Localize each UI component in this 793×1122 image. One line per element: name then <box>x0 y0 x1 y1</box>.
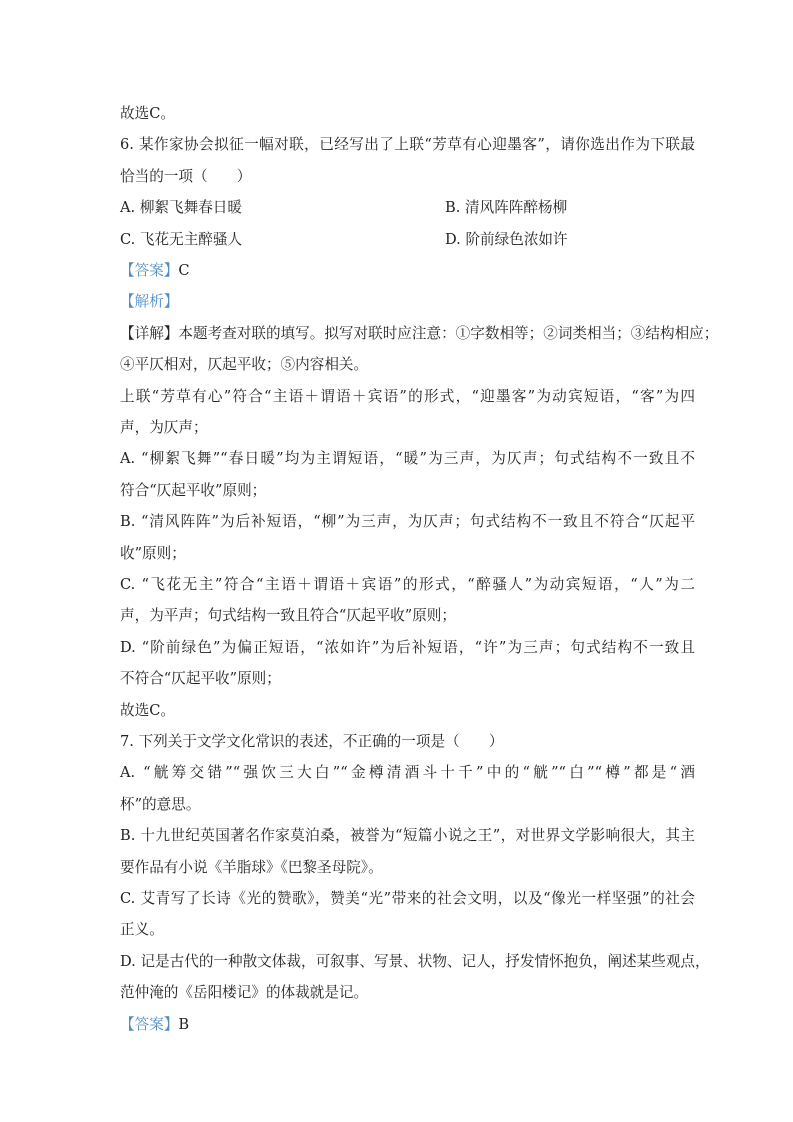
text-line: A. “觥筹交错”“强饮三大白”“金樽清酒斗十千”中的“觥”“白”“樽”都是“酒 <box>120 764 695 782</box>
text-line: D. “阶前绿色”为偏正短语，“浓如许”为后补短语，“许”为三声；句式结构不一致且 <box>120 638 695 656</box>
section-label: 【答案】 <box>120 262 179 279</box>
text-line: 范仲淹的《岳阳楼记》的体裁就是记。 <box>120 984 369 1002</box>
text-line: B. “清风阵阵”为后补短语，“柳”为三声，为仄声；句式结构不一致且不符合“仄起平 <box>120 513 695 531</box>
text-line: C. “飞花无主”符合“主语＋谓语＋宾语”的形式，“醉骚人”为动宾短语，“人”为二 <box>120 576 695 593</box>
text-line: 声，为仄声； <box>120 419 208 436</box>
option-row <box>120 230 695 250</box>
section-label: 【解析】 <box>120 293 179 311</box>
text-line: D. 记是古代的一种散文体裁，可叙事、写景、状物、记人，抒发情怀抱负，阐述某些观点， <box>120 952 710 970</box>
text-line: 符合“仄起平收”原则； <box>120 481 267 499</box>
text-line: 7. 下列关于文学文化常识的表述，不正确的一项是（ ） <box>120 733 504 750</box>
text-line: 正义。 <box>120 921 164 939</box>
text-line: 不符合“仄起平收”原则； <box>120 670 281 688</box>
answer-value: C <box>178 262 190 279</box>
text-line: 声，为平声；句式结构一致且符合“仄起平收”原则； <box>120 607 456 625</box>
section-label: 【答案】 <box>120 1015 179 1033</box>
text-line: C. 艾青写了长诗《光的赞歌》，赞美“光”带来的社会文明，以及“像光一样坚强”的社会 <box>120 890 695 907</box>
text-line: 【详解】本题考查对联的填写。拟写对联时应注意：①字数相等；②词类相当；③结构相应； <box>120 324 719 342</box>
text-line: 杯”的意思。 <box>120 795 201 813</box>
text-line: 6. 某作家协会拟征一幅对联，已经写出了上联“芳草有心迎墨客”，请你选出作为下联最 <box>120 136 695 154</box>
text-line: 收”原则； <box>120 544 186 562</box>
answer-value: B <box>178 1015 190 1033</box>
text-line: A. “柳絮飞舞”“春日暖”均为主谓短语，“暖”为三声，为仄声；句式结构不一致且不 <box>120 450 695 468</box>
option-text: B. 清风阵阵醉杨柳 <box>445 199 568 217</box>
answer-label-line <box>120 261 695 281</box>
text-line: 要作品有小说《羊脂球》《巴黎圣母院》。 <box>120 858 383 876</box>
text-line: B. 十九世纪英国著名作家莫泊桑，被誉为“短篇小说之王”，对世界文学影响很大，其主 <box>120 827 695 845</box>
option-text: C. 飞花无主醉骚人 <box>120 230 243 248</box>
answer-label-line <box>120 1015 695 1035</box>
text-line: 上联“芳草有心”符合“主语＋谓语＋宾语”的形式，“迎墨客”为动宾短语，“客”为四 <box>120 387 695 405</box>
text-line: 故选C。 <box>120 701 175 719</box>
option-text: D. 阶前绿色浓如许 <box>445 230 568 248</box>
text-line: ④平仄相对，仄起平收；⑤内容相关。 <box>120 356 369 374</box>
answer-label-line <box>120 292 695 312</box>
option-text: A. 柳絮飞舞春日暖 <box>120 199 242 217</box>
text-line: 故选C。 <box>120 105 175 122</box>
option-row <box>120 198 695 218</box>
text-line: 恰当的一项（ ） <box>120 167 252 185</box>
